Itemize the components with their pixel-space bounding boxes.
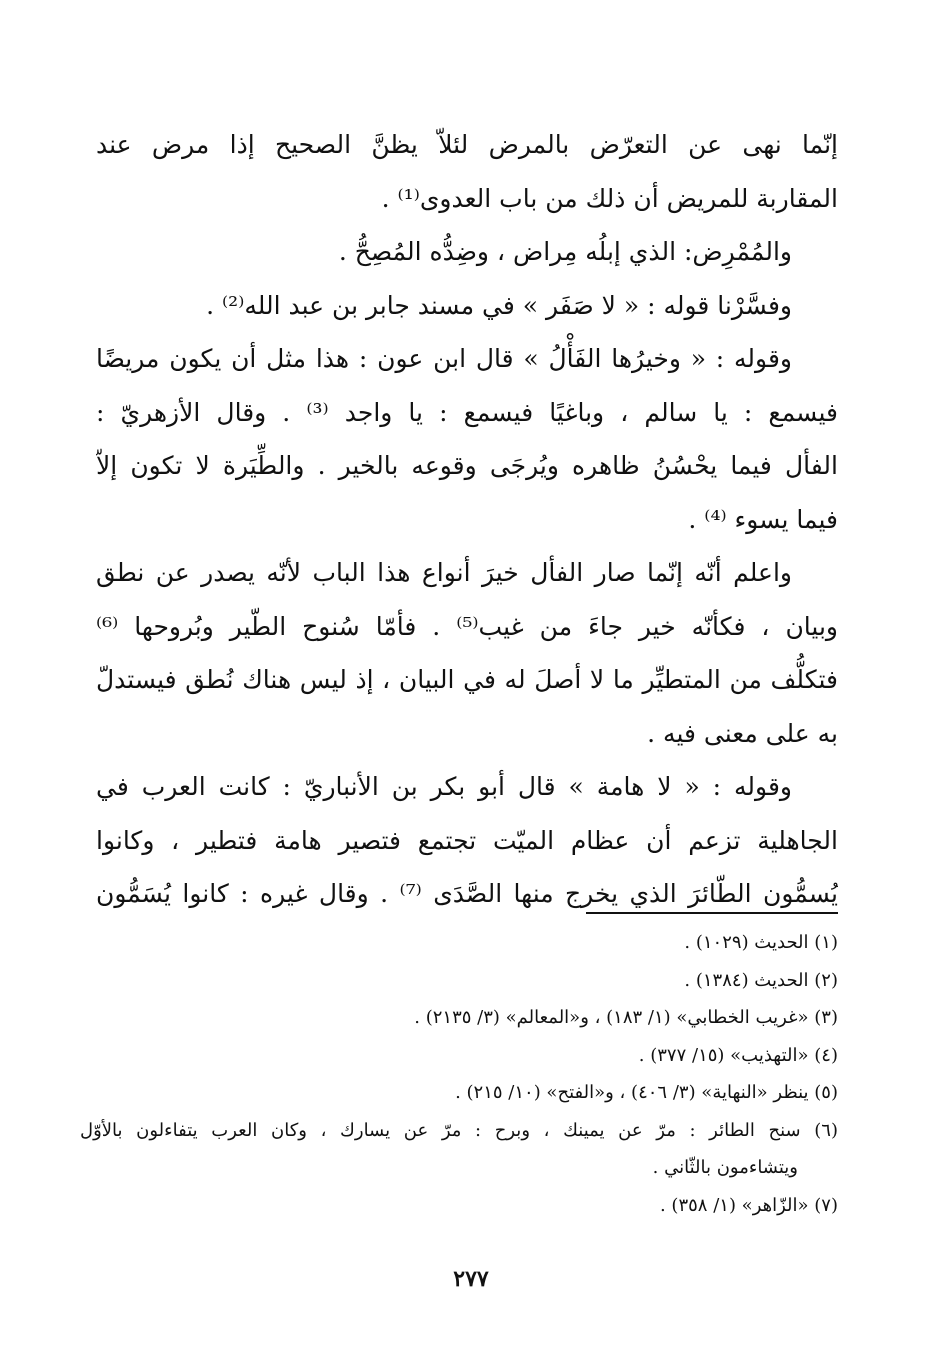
text-line: يُسمُّون الطّائرَ الذي يخرج منها الصَّدَى ⁽⁷⁾ . وقال غيره : كانوا يُسَمُّون xyxy=(96,879,838,908)
page-number: ٢٧٧ xyxy=(453,1266,489,1292)
text-line: الفأل فيما يحْسُنُ ظاهره ويُرجَى وقوعه بالخير . والطِّيَرة لا تكون إلاّ xyxy=(96,451,838,480)
text-line: والمُمْرِض: الذي إبلُه مِراض ، وضِدُّه المُصِحُّ . xyxy=(338,237,792,266)
text-line: وفسَّرْنا قوله : « لا صَفَر » في مسند جابر بن عبد الله⁽²⁾ . xyxy=(206,290,792,320)
footnote: (٧) «الزّاهر» (١/ ٣٥٨) . xyxy=(659,1194,838,1216)
text-line: وبيان ، فكأنّه خير جاءَ من غيب⁽⁵⁾ . فأمّا سُنوح الطّير وبُروحها ⁽⁶⁾ xyxy=(96,611,838,641)
text-line: فيسمع : يا سالم ، وباغيًا فيسمع : يا واجد ⁽³⁾ . وقال الأزهريّ : xyxy=(96,397,838,427)
footnote: (٦) سنح الطائر : مرّ عن يمينك ، وبرح : مرّ عن يسارك ، وكان العرب يتفاءلون بالأوّل xyxy=(80,1119,838,1141)
footnote-continuation: ويتشاءمون بالثّاني . xyxy=(652,1157,798,1178)
footnotes-block xyxy=(80,924,838,1224)
footnote: (٥) ينظر «النهاية» (٣/ ٤٠٦) ، و«الفتح» (١٠/ ٢١٥) . xyxy=(455,1082,838,1103)
text-line: فيما يسوء ⁽⁴⁾ . xyxy=(688,504,838,534)
footnote-separator xyxy=(586,912,838,914)
footnote: (١) الحديث (١٠٢٩) . xyxy=(684,932,838,953)
footnote: (٤) «التهذيب» (١٥/ ٣٧٧) . xyxy=(638,1044,838,1066)
footnote: (٣) «غريب الخطابي» (١/ ١٨٣) ، و«المعالم» (٣/ ٢١٣٥) . xyxy=(414,1007,838,1028)
text-line: به على معنى فيه . xyxy=(647,718,838,748)
footnote: (٢) الحديث (١٣٨٤) . xyxy=(684,969,838,991)
text-line: فتكلُّف من المتطيِّر ما لا أصلَ له في البيان ، إذ ليس هناك نُطق فيستدلّ xyxy=(96,665,838,694)
text-line: وقوله : « لا هامة » قال أبو بكر بن الأنباريّ : كانت العرب في xyxy=(96,772,792,801)
text-line: الجاهلية تزعم أن عظام الميّت تجتمع فتصير هامة فتطير ، وكانوا xyxy=(96,825,838,855)
text-line: واعلم أنّه إنّما صار الفأل خيرَ أنواع هذا الباب لأنّه يصدر عن نطق xyxy=(96,558,792,587)
text-line: إنّما نهى عن التعرّض بالمرض لئلاّ يظنَّ الصحيح إذا مرض عند xyxy=(96,130,838,159)
text-line: وقوله : « وخيرُها الفَأْلُ » قال ابن عون : هذا مثل أن يكون مريضًا xyxy=(96,344,792,373)
text-line: المقاربة للمريض أن ذلك من باب العدوى⁽¹⁾ . xyxy=(381,183,838,213)
main-text-block xyxy=(96,118,838,921)
